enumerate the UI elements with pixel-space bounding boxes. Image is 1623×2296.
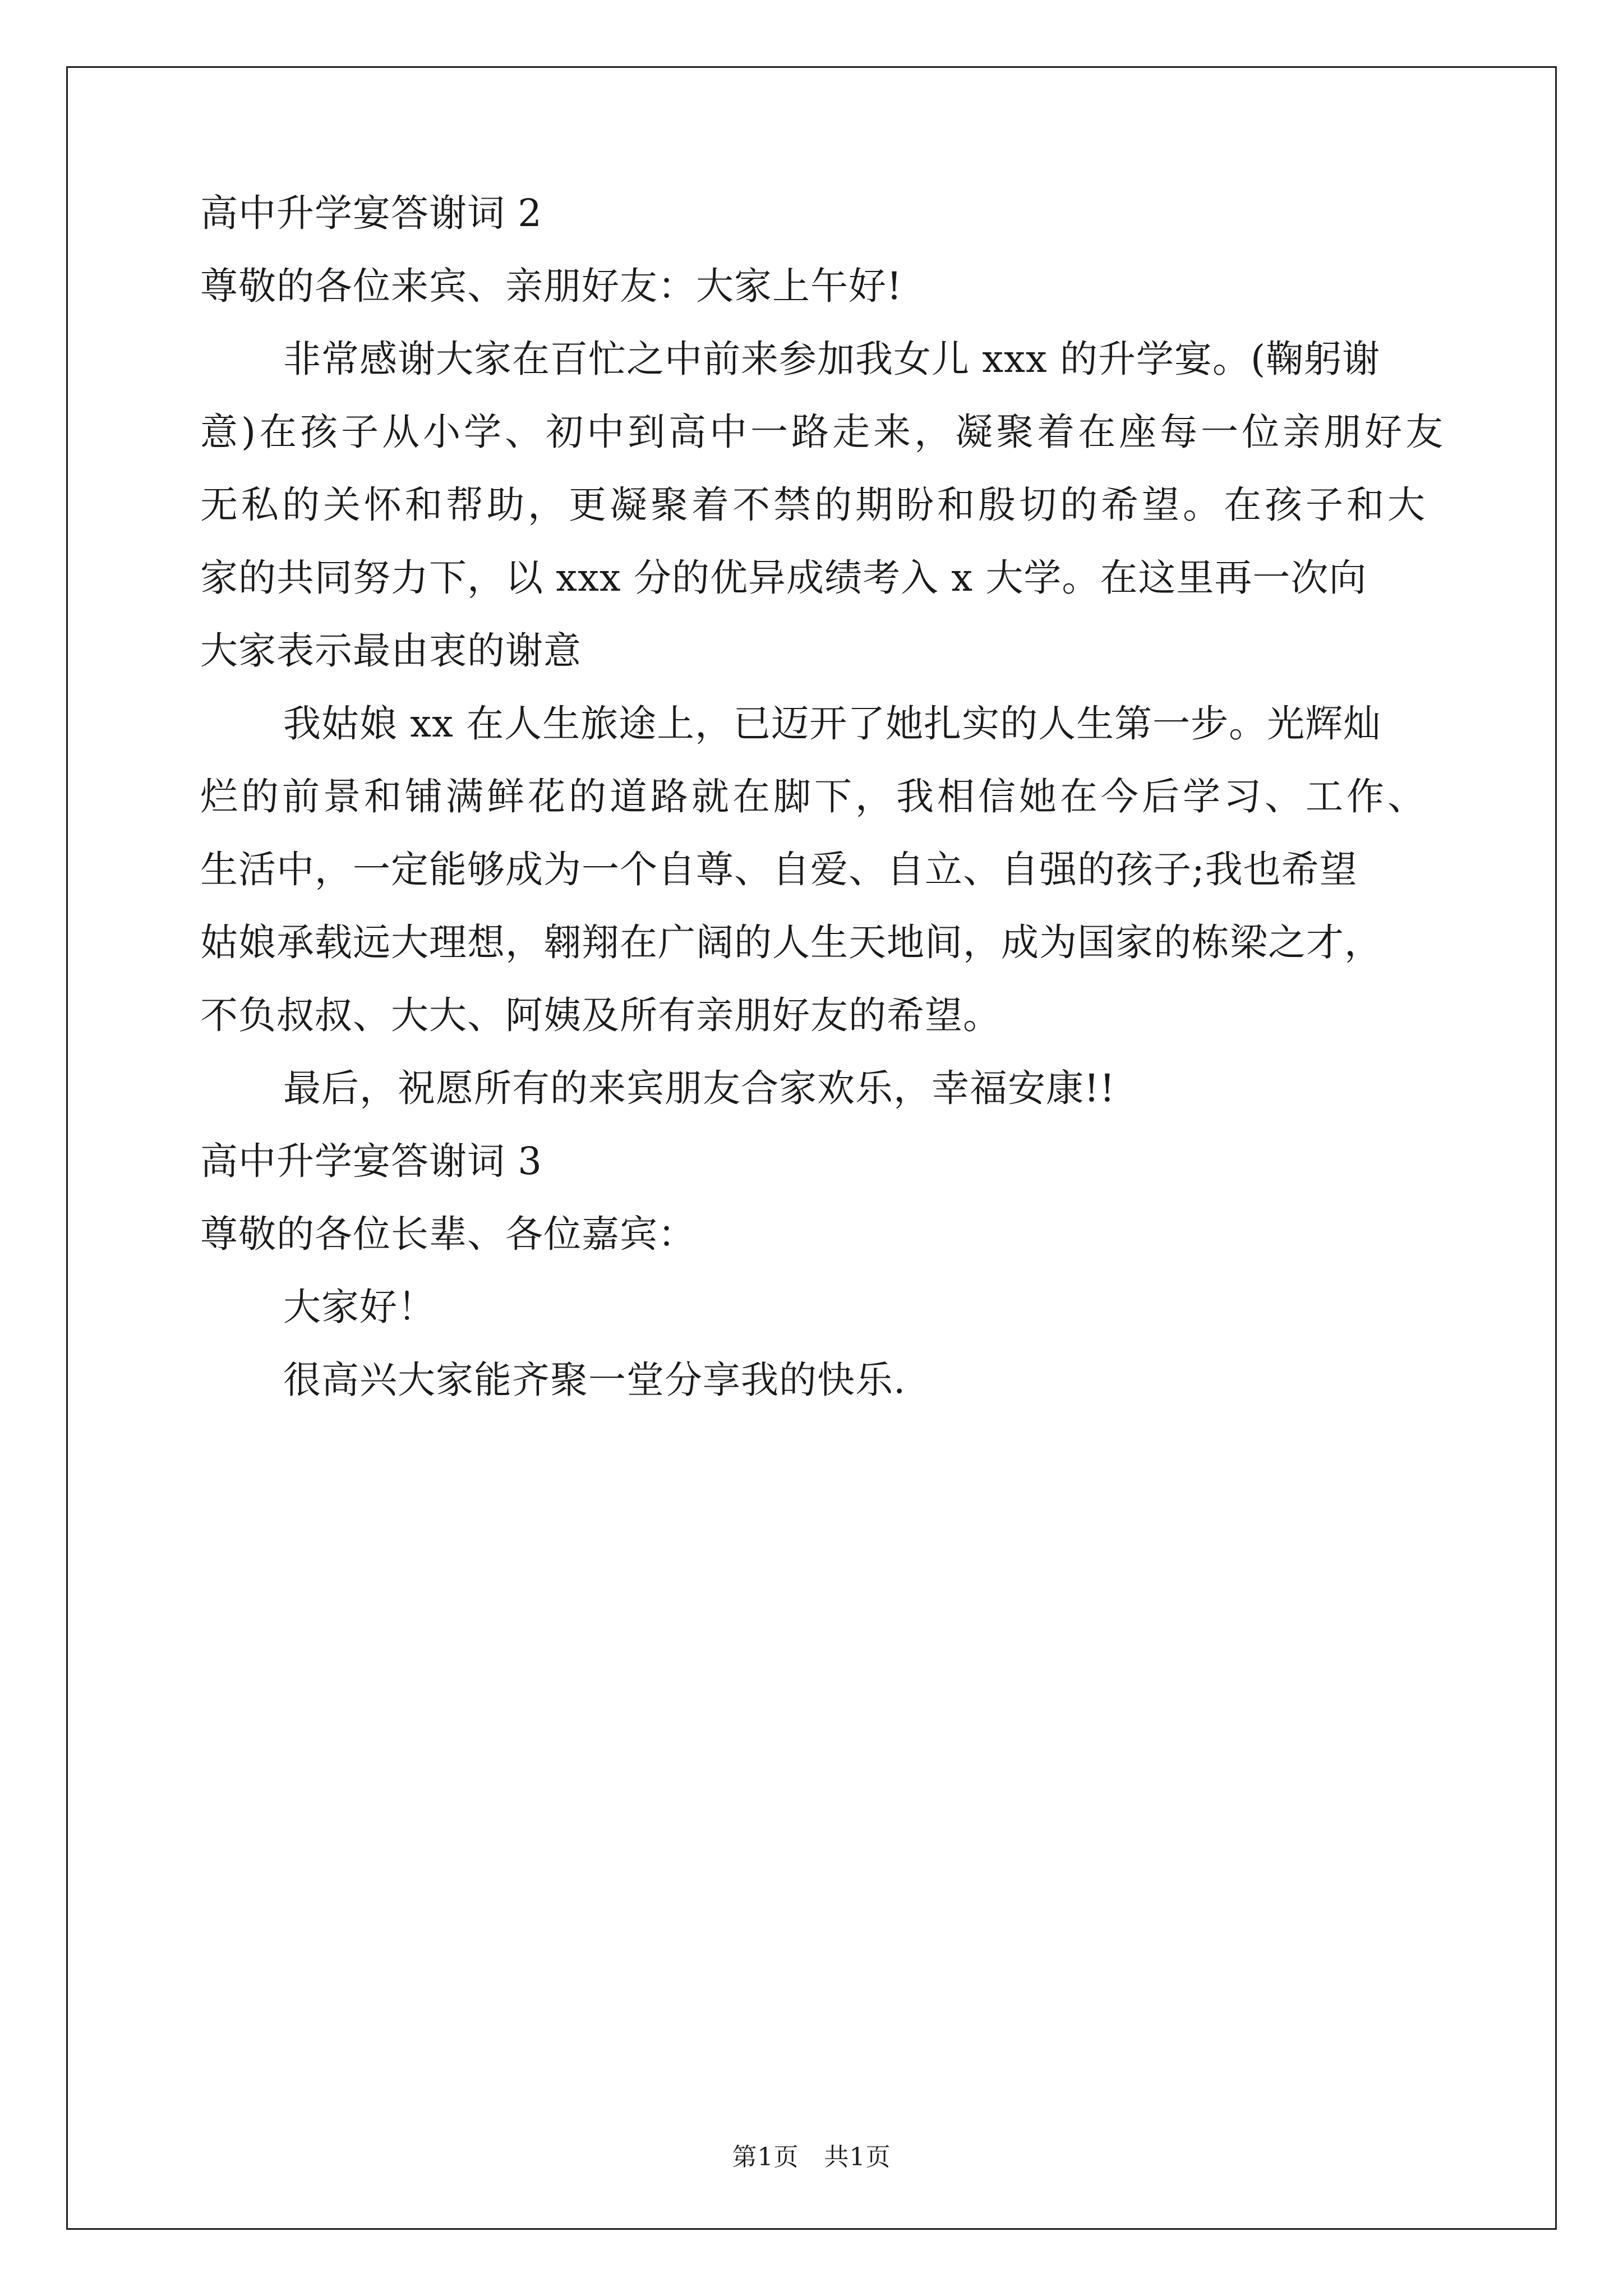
paragraph-2-line-3: 生活中，一定能够成为一个自尊、自爱、自立、自强的孩子;我也希望 xyxy=(200,848,1358,891)
paragraph-1-line-4: 家的共同努力下，以 xxx 分的优异成绩考入 x 大学。在这里再一次向 xyxy=(200,556,1367,600)
paragraph-1-line-2: 意)在孩子从小学、初中到高中一路走来，凝聚着在座每一位亲朋好友 xyxy=(200,410,1447,454)
paragraph-2-line-4: 姑娘承载远大理想，翱翔在广阔的人生天地间，成为国家的栋梁之才， xyxy=(200,921,1382,964)
salutation-2: 尊敬的各位长辈、各位嘉宾： xyxy=(200,1212,696,1256)
paragraph-1-line-1: 非常感谢大家在百忙之中前来参加我女儿 xxx 的升学宴。(鞠躬谢 xyxy=(283,337,1381,381)
paragraph-3-line-1: 最后，祝愿所有的来宾朋友合家欢乐，幸福安康!! xyxy=(283,1066,1115,1110)
paragraph-1-line-5: 大家表示最由衷的谢意 xyxy=(200,629,582,673)
paragraph-2-line-1: 我姑娘 xx 在人生旅途上，已迈开了她扎实的人生第一步。光辉灿 xyxy=(283,702,1382,746)
page-footer: 第1页 共1页 xyxy=(732,2143,891,2171)
paragraph-1-line-3: 无私的关怀和帮助，更凝聚着不禁的期盼和殷切的希望。在孩子和大 xyxy=(200,483,1428,527)
section-title-2: 高中升学宴答谢词 2 xyxy=(200,191,542,235)
salutation-1: 尊敬的各位来宾、亲朋好友：大家上午好! xyxy=(200,264,902,308)
section-title-3: 高中升学宴答谢词 3 xyxy=(200,1139,542,1183)
paragraph-2-line-5: 不负叔叔、大大、阿姨及所有亲朋好友的希望。 xyxy=(200,993,1001,1037)
paragraph-2-line-2: 烂的前景和铺满鲜花的道路就在脚下，我相信她在今后学习、工作、 xyxy=(200,775,1428,818)
paragraph-4-line-1: 很高兴大家能齐聚一堂分享我的快乐. xyxy=(283,1358,906,1402)
greeting-line: 大家好！ xyxy=(283,1285,436,1329)
